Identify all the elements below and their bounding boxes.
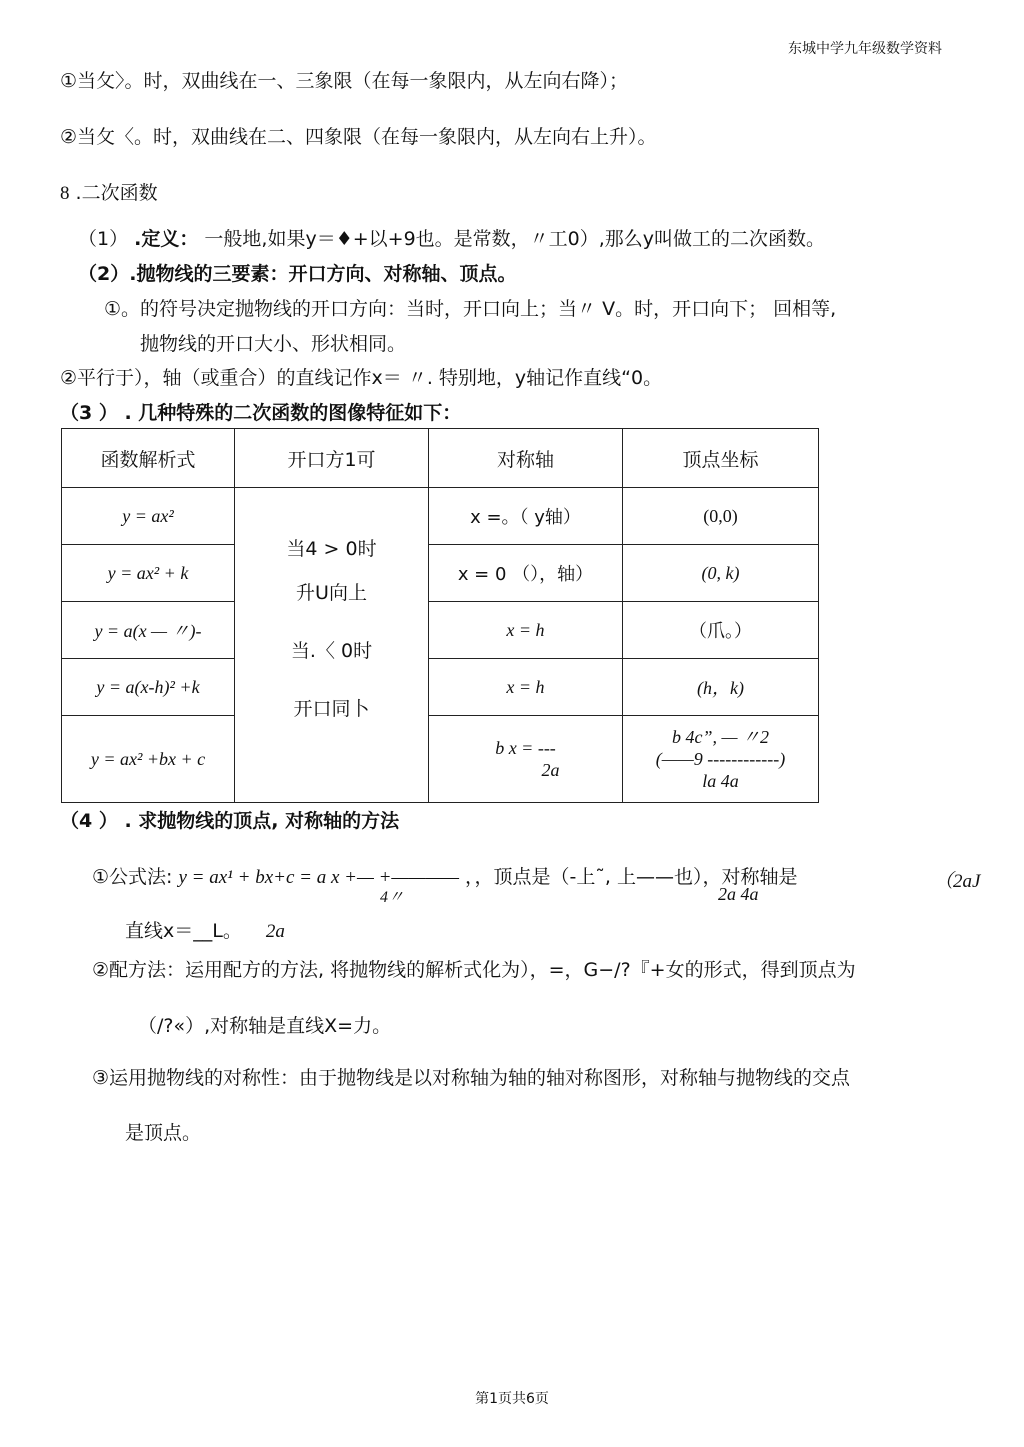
axis-cell: x = h xyxy=(429,659,623,716)
method2-line-1: ②配方法：运用配方的方法, 将抛物线的解析式化为），=，G−/?『+女的形式，得到顶点为 xyxy=(92,959,856,981)
item1-line-1: ①。的符号决定抛物线的开口方向：当时，开口向上；当〃 V。时，开口向下； 回相等, xyxy=(104,298,837,320)
header-axis: 对称轴 xyxy=(429,429,623,488)
axis-fraction-bottom: 2a xyxy=(541,760,560,780)
method1-label: ①公式法: xyxy=(92,866,173,888)
formula-cell: y = ax² xyxy=(62,488,235,545)
three-elements-line: （2）.抛物线的三要素：开口方向、对称轴、顶点。 xyxy=(78,263,517,285)
definition-label: .定义： xyxy=(134,228,199,250)
hyperbola-line-2: ②当攵〈。时，双曲线在二、四象限（在每一象限内，从左向右上升）。 xyxy=(60,126,657,148)
method1-text: ，，顶点是（-上˜, 上——也），对称轴是 xyxy=(465,866,798,888)
vertex-cell: (h，k) xyxy=(623,659,819,716)
method3-line-2: 是顶点。 xyxy=(125,1122,202,1144)
vertex-cell: (0, k) xyxy=(623,545,819,602)
method1-formula: y = ax¹ + bx+c = a x +— +———— xyxy=(178,867,459,888)
vertex-fraction-bottom: la 4a xyxy=(702,771,739,791)
opening-line: 当.〈 0时 xyxy=(290,640,373,662)
method1-axis-text: 直线x＝__L。 xyxy=(125,920,242,942)
axis-fraction-top: b x = --- xyxy=(495,738,556,758)
method1-line xyxy=(92,864,797,891)
page-header: 东城中学九年级数学资料 xyxy=(788,41,942,57)
axis-cell: x = h xyxy=(429,602,623,659)
formula-cell: y = ax² + k xyxy=(62,545,235,602)
header-opening: 开口方1可 xyxy=(235,429,429,488)
hyperbola-line-1: ①当攵〉。时，双曲线在一、三象限（在每一象限内，从左向右降）； xyxy=(60,70,629,92)
header-formula: 函数解析式 xyxy=(62,429,235,488)
method1-axis-denominator: 2a xyxy=(265,921,285,942)
table-title: （3 ） . 几种特殊的二次函数的图像特征如下： xyxy=(60,402,462,424)
definition-text: 一般地,如果y＝♦+以+9也。是常数，〃工0）,那么y叫做工的二次函数。 xyxy=(204,228,826,250)
table-row xyxy=(62,488,819,545)
axis-cell: x =。（ y轴） xyxy=(429,488,623,545)
table-row xyxy=(62,545,819,602)
method2-line-2: （/?«）,对称轴是直线X=力。 xyxy=(138,1015,392,1037)
table-row xyxy=(62,659,819,716)
quadratic-function-table xyxy=(61,428,819,803)
opening-direction-cell xyxy=(235,488,429,803)
definition-line xyxy=(78,226,825,252)
table-row xyxy=(62,602,819,659)
page-footer: 第1页共6页 xyxy=(475,1391,549,1407)
definition-prefix: （1） xyxy=(78,228,129,250)
header-vertex: 顶点坐标 xyxy=(623,429,819,488)
method1-right: （2aJ xyxy=(934,871,981,892)
opening-line: 当4 > 0时 xyxy=(286,538,377,560)
method1-fraction-bottom: 2a 4a xyxy=(718,884,759,904)
method1-line-2 xyxy=(125,918,285,945)
vertex-fraction-mid: (——9 ------------) xyxy=(655,749,786,769)
formula-cell: y = a(x — 〃)- xyxy=(62,602,235,659)
formula-cell: y = a(x-h)² +k xyxy=(62,659,235,716)
section-8-heading xyxy=(60,180,158,207)
item1-line-2: 抛物线的开口大小、形状相同。 xyxy=(140,333,407,355)
vertex-cell: （爪。） xyxy=(623,602,819,659)
section-number: 8 xyxy=(60,183,70,204)
formula-cell: y = ax² +bx + c xyxy=(62,716,235,803)
vertex-cell: (0,0) xyxy=(623,488,819,545)
axis-cell: x = 0 （），轴） xyxy=(429,545,623,602)
method3-line-1: ③运用抛物线的对称性：由于抛物线是以对称轴为轴的轴对称图形，对称轴与抛物线的交点 xyxy=(92,1067,851,1089)
section-title: .二次函数 xyxy=(75,182,158,204)
vertex-cell-general xyxy=(623,716,819,803)
item2-line: ②平行于），轴（或重合）的直线记作x＝ 〃. 特别地，y轴记作直线“0。 xyxy=(60,367,663,389)
opening-line: 升U向上 xyxy=(296,582,367,604)
table-header-row xyxy=(62,429,819,488)
axis-cell-general xyxy=(429,716,623,803)
table-row xyxy=(62,716,819,803)
opening-line: 开口同卜 xyxy=(293,698,370,720)
methods-title: （4 ） . 求抛物线的顶点, 对称轴的方法 xyxy=(60,810,400,832)
method1-formula-sub: 4〃 xyxy=(380,889,405,906)
vertex-fraction-top: b 4c”, — 〃2 xyxy=(671,727,769,747)
